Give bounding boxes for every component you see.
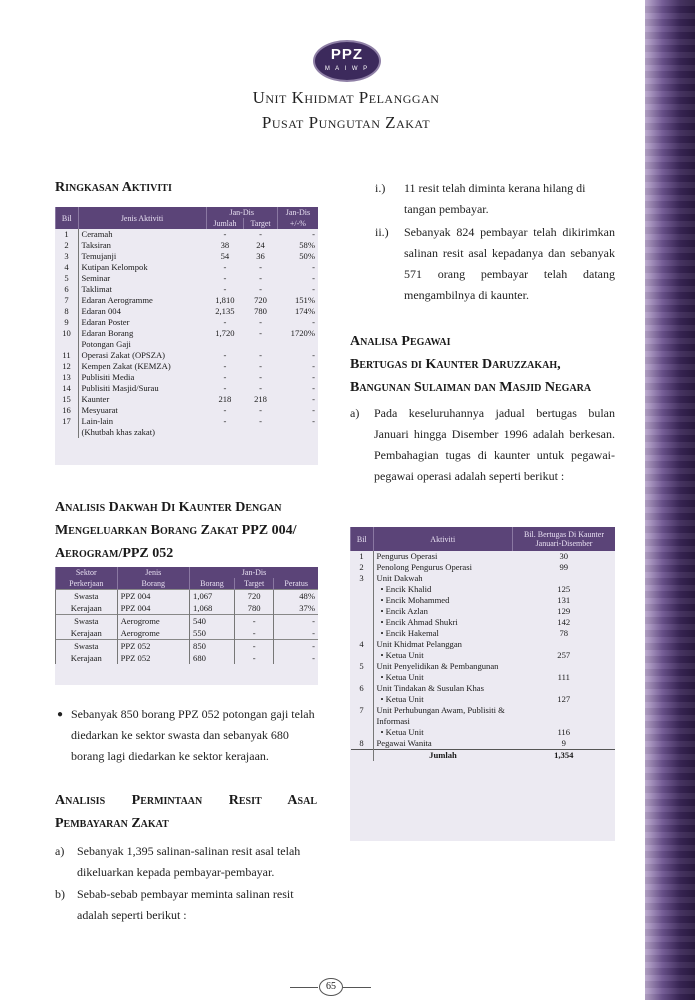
cell-bil: 3 [56, 251, 79, 262]
table-row [56, 627, 319, 640]
table-row [56, 317, 319, 328]
cell-bil: 10 [56, 328, 79, 339]
table-row [351, 672, 616, 683]
cell-bil [351, 727, 374, 738]
permintaan-heading-1: Analisis Permintaan Resit Asal [55, 793, 317, 808]
col-aktiviti: Aktiviti [373, 527, 513, 551]
pegawai-item-a: a) Pada keseluruhannya jadual bertugas bulan Januari hingga Disember 1996 adalah berkesan. Pembahagian tugas di kaunter untuk pegawai-pegawai operasi adalah seperti berikut : [350, 406, 615, 483]
table-row [56, 273, 319, 284]
col-borang: Borang [190, 578, 235, 590]
cell-value: 78 [559, 628, 569, 638]
cell-aktiviti [373, 617, 513, 628]
cell-value [513, 683, 616, 694]
cell-jumlah [206, 427, 244, 438]
total-label: Jumlah [373, 750, 513, 762]
cell-jumlah: - [223, 284, 227, 294]
col-jandis: Jan-Dis [190, 567, 318, 578]
cell-aktiviti-text: Encik Mohammed [385, 595, 450, 605]
cell-name: Taklimat [81, 284, 112, 294]
cell-name: Kutipan Kelompok [81, 262, 148, 272]
footer-line-left [290, 987, 318, 988]
cell-peratus: - [274, 627, 318, 640]
page-title-line1: Unit Khidmat Pelanggan [252, 88, 440, 107]
table-row [351, 584, 616, 595]
cell-target: - [259, 350, 262, 360]
cell-bil: 5 [351, 661, 374, 672]
cell-value: 116 [557, 727, 571, 737]
dakwah-heading-2: Mengeluarkan Borang Zakat PPZ 004/ [55, 523, 297, 538]
cell-aktiviti-text: Encik Azlan [385, 606, 428, 616]
cell-aktiviti-text: Pegawai Wanita [376, 738, 432, 748]
col-jandis2: Jan-Dis [277, 207, 318, 218]
pegawai-heading-1: Analisa Pegawai [350, 334, 451, 349]
footer-line-right [343, 987, 371, 988]
cell-pct: - [312, 372, 315, 382]
table-row [351, 683, 616, 694]
table-row [56, 427, 319, 438]
cell-aktiviti [373, 562, 513, 573]
cell-bil: 5 [56, 273, 79, 284]
pegawai-heading-3: Bangunan Sulaiman dan Masjid Negara [350, 380, 592, 395]
cell-target: - [259, 317, 262, 327]
cell-bil: 2 [56, 240, 79, 251]
cell-jumlah: 54 [220, 251, 230, 261]
table-row [56, 306, 319, 317]
bullet-icon: • [380, 617, 386, 627]
cell-aktiviti-text: Penolong Pengurus Operasi [376, 562, 472, 572]
cell-value: 30 [559, 551, 569, 561]
cell-bil [351, 584, 374, 595]
col-target: Target [244, 218, 278, 229]
bullet-icon: • [380, 584, 386, 594]
col-bil: Bil [56, 207, 79, 229]
cell-pct: 58% [299, 240, 315, 250]
cell-aktiviti-text: Ketua Unit [385, 727, 424, 737]
cell-target: 36 [256, 251, 265, 261]
cell-jumlah: - [223, 361, 227, 371]
bullet-icon: ● [57, 709, 64, 720]
cell-value [513, 705, 616, 727]
table-row [56, 394, 319, 405]
cell-name: Kempen Zakat (KEMZA) [81, 361, 171, 371]
cell-target: - [259, 328, 262, 338]
cell-target: 720 [254, 295, 267, 305]
cell-name: Seminar [81, 273, 111, 283]
cell-pct: 174% [294, 306, 315, 316]
cell-sektor: Swasta [56, 615, 118, 628]
cell-borang: 680 [190, 652, 235, 664]
cell-bil: 12 [56, 361, 79, 372]
cell-bil: 17 [56, 416, 79, 427]
cell-target: - [259, 284, 262, 294]
table-row [56, 251, 319, 262]
cell-aktiviti-text: Unit Penyelidikan & Pembangunan [376, 661, 499, 671]
table-row [351, 639, 616, 650]
cell-value [513, 661, 616, 672]
cell-aktiviti [373, 672, 513, 683]
table-row [56, 350, 319, 361]
cell-pct: 1720% [290, 328, 315, 338]
cell-aktiviti [373, 650, 513, 661]
pegawai-table [350, 527, 615, 841]
cell-name: Temujanji [81, 251, 117, 261]
table-row [56, 640, 319, 653]
table-row [56, 328, 319, 339]
bullet-icon: • [380, 672, 386, 682]
table-row [351, 606, 616, 617]
cell-name: Edaran 004 [81, 306, 121, 316]
cell-value: 99 [559, 562, 569, 572]
cell-value: 125 [557, 584, 571, 594]
cell-jumlah: 218 [218, 394, 232, 404]
col-bil: Bil [351, 527, 374, 551]
dakwah-heading-1: Analisis Dakwah Di Kaunter Dengan [55, 500, 282, 515]
cell-aktiviti-text: Unit Tindakan & Susulan Khas [376, 683, 484, 693]
cell-bil [56, 427, 79, 438]
cell-target: - [259, 361, 262, 371]
cell-aktiviti [373, 683, 513, 694]
cell-jumlah: - [223, 416, 227, 426]
table-row [56, 602, 319, 615]
cell-jenis: Aerogrome [117, 615, 189, 628]
cell-aktiviti [373, 595, 513, 606]
cell-name: Taksiran [81, 240, 111, 250]
cell-jumlah: - [223, 273, 227, 283]
cell-bil: 1 [56, 229, 79, 240]
cell-bil: 7 [56, 295, 79, 306]
cell-target: 780 [234, 602, 274, 615]
cell-sektor: Kerajaan [56, 652, 118, 664]
table-row [56, 339, 319, 350]
cell-peratus: - [274, 652, 318, 664]
page-number: 65 [319, 978, 343, 996]
cell-bil: 14 [56, 383, 79, 394]
cell-target: - [234, 615, 274, 628]
cell-target: 24 [256, 240, 265, 250]
cell-borang: 550 [190, 627, 235, 640]
table-row [351, 738, 616, 750]
cell-name: Publisiti Masjid/Surau [81, 383, 159, 393]
cell-target: 218 [254, 394, 267, 404]
cell-peratus: 37% [274, 602, 318, 615]
cell-pct: - [312, 317, 315, 327]
cell-aktiviti [373, 738, 513, 750]
table-row [56, 615, 319, 628]
cell-aktiviti [373, 727, 513, 738]
cell-pct: - [312, 229, 315, 239]
table-row [56, 262, 319, 273]
reason-item-ii: ii.) Sebanyak 824 pembayar telah dikirimkan salinan resit asal kepadanya dan sebanyak 571 orang pembayar telah datang mengambilnya di kaunter. [375, 225, 615, 302]
cell-target: 780 [254, 306, 267, 316]
col-jumlah: Jumlah [206, 218, 244, 229]
cell-aktiviti-text: Ketua Unit [385, 672, 424, 682]
cell-name: Mesyuarat [81, 405, 118, 415]
cell-jumlah: - [223, 405, 227, 415]
cell-name: Publisiti Media [81, 372, 135, 382]
table-row [56, 416, 319, 427]
cell-sektor: Swasta [56, 590, 118, 603]
cell-value: 142 [557, 617, 571, 627]
cell-bil: 9 [56, 317, 79, 328]
cell-target: - [234, 652, 274, 664]
page-title-line2: Pusat Pungutan Zakat [261, 113, 431, 132]
ppz-logo [313, 40, 381, 82]
cell-target [244, 427, 278, 438]
cell-aktiviti-text: Encik Khalid [385, 584, 432, 594]
cell-bil: 6 [351, 683, 374, 694]
cell-bil [351, 694, 374, 705]
cell-aktiviti-text: Encik Hakemal [385, 628, 439, 638]
cell-jumlah [206, 339, 244, 350]
cell-peratus: - [274, 640, 318, 653]
cell-aktiviti-text: Unit Dakwah [376, 573, 423, 583]
logo-text: PPZ [330, 46, 364, 63]
permintaan-heading-2: Pembayaran Zakat [55, 816, 169, 831]
cell-aktiviti-text: Pengurus Operasi [376, 551, 438, 561]
cell-pct: - [312, 350, 315, 360]
cell-name: Lain-lain [81, 416, 113, 426]
cell-borang: 850 [190, 640, 235, 653]
cell-jumlah: - [223, 372, 227, 382]
cell-aktiviti [373, 628, 513, 639]
bullet-icon: • [380, 606, 386, 616]
bullet-icon: • [380, 727, 386, 737]
cell-peratus: 48% [274, 590, 318, 603]
cell-pct: - [312, 383, 315, 393]
reason-item-i: i.) 11 resit telah diminta kerana hilang di tangan pembayar. [375, 181, 586, 216]
cell-jenis: PPZ 004 [117, 590, 189, 603]
ringkasan-heading: Ringkasan Aktiviti [55, 180, 172, 195]
cell-target: - [259, 273, 262, 283]
cell-value: 257 [557, 650, 571, 660]
permintaan-item-a: a) Sebanyak 1,395 salinan-salinan resit asal telah dikeluarkan kepada pembayar-pembayar. [55, 844, 301, 879]
cell-name: Potongan Gaji [81, 339, 131, 349]
cell-jumlah: 1,720 [215, 328, 235, 338]
bullet-icon: • [380, 595, 386, 605]
cell-target: - [259, 416, 262, 426]
cell-jumlah: - [223, 229, 227, 239]
cell-value: 131 [557, 595, 571, 605]
cell-bil: 2 [351, 562, 374, 573]
cell-pct [277, 427, 318, 438]
cell-aktiviti-text: Unit Khidmat Pelanggan [376, 639, 462, 649]
cell-target: - [259, 229, 262, 239]
cell-target: - [259, 262, 262, 272]
cell-target: - [234, 627, 274, 640]
cell-name: Edaran Borang [81, 328, 134, 338]
cell-aktiviti [373, 584, 513, 595]
cell-aktiviti [373, 705, 513, 727]
total-value: 1,354 [513, 750, 616, 762]
cell-jumlah: - [223, 350, 227, 360]
table-row [351, 727, 616, 738]
cell-aktiviti [373, 606, 513, 617]
cell-jenis: PPZ 004 [117, 602, 189, 615]
table-row [56, 652, 319, 664]
cell-jumlah: - [223, 383, 227, 393]
dakwah-bullet: ● Sebanyak 850 borang PPZ 052 potongan gaji telah diedarkan ke sektor swasta dan sebanyak 680 borang lagi diedarkan ke sektor kerajaan. [71, 704, 323, 767]
cell-pct: - [312, 273, 315, 283]
cell-bil [351, 750, 374, 762]
cell-borang: 1,068 [190, 602, 235, 615]
cell-jenis: Aerogrome [117, 627, 189, 640]
cell-target: - [259, 372, 262, 382]
cell-bil: 1 [351, 551, 374, 562]
col-sektor: Sektor [56, 567, 118, 578]
cell-bil: 4 [351, 639, 374, 650]
cell-aktiviti [373, 551, 513, 562]
cell-target: - [234, 640, 274, 653]
table-row [56, 372, 319, 383]
table-row [351, 573, 616, 584]
cell-borang: 540 [190, 615, 235, 628]
cell-pct: - [312, 416, 315, 426]
cell-aktiviti-text: Unit Perhubungan Awam, Publisiti & Informasi [376, 705, 505, 726]
table-row [56, 295, 319, 306]
table-row [56, 240, 319, 251]
cell-jumlah: 2,135 [215, 306, 235, 316]
cell-borang: 1,067 [190, 590, 235, 603]
cell-pct: - [312, 405, 315, 415]
bullet-icon: • [380, 650, 386, 660]
dakwah-heading-3: Aerogram/PPZ 052 [55, 546, 174, 561]
cell-bil [351, 595, 374, 606]
cell-bil [351, 672, 374, 683]
col-jandis: Jan-Dis [206, 207, 277, 218]
col-borang-type: Borang [117, 578, 189, 590]
table-row [351, 617, 616, 628]
cell-pct: 50% [299, 251, 315, 261]
cell-value [513, 573, 616, 584]
cell-aktiviti-text: Ketua Unit [385, 650, 424, 660]
table-row [351, 661, 616, 672]
ringkasan-table [55, 207, 318, 465]
cell-pct: - [312, 361, 315, 371]
table-row [56, 284, 319, 295]
cell-peratus: - [274, 615, 318, 628]
cell-bil [56, 339, 79, 350]
cell-bil: 13 [56, 372, 79, 383]
cell-jumlah: 38 [220, 240, 230, 250]
cell-jenis: PPZ 052 [117, 652, 189, 664]
cell-bil: 8 [351, 738, 374, 750]
table-row [56, 229, 319, 240]
cell-aktiviti [373, 639, 513, 650]
cell-pct: - [312, 262, 315, 272]
col-pct: +/-% [277, 218, 318, 229]
col-target: Target [234, 578, 274, 590]
cell-target: 720 [234, 590, 274, 603]
cell-aktiviti-text: Encik Ahmad Shukri [385, 617, 458, 627]
cell-aktiviti [373, 573, 513, 584]
table-row [351, 551, 616, 562]
col-jenis-borang: Jenis [117, 567, 189, 578]
cell-value: 9 [561, 738, 566, 748]
cell-pct: 151% [294, 295, 315, 305]
table-row [56, 405, 319, 416]
cell-name: (Khutbah khas zakat) [81, 427, 155, 437]
table-row [56, 383, 319, 394]
cell-bil: 6 [56, 284, 79, 295]
cell-bil: 8 [56, 306, 79, 317]
bullet-icon: • [380, 628, 386, 638]
col-bilangan: Bil. Bertugas Di Kaunter Januari-Disember [513, 527, 616, 551]
cell-aktiviti [373, 661, 513, 672]
cell-value: 111 [557, 672, 570, 682]
table-row [351, 562, 616, 573]
cell-aktiviti-text: Ketua Unit [385, 694, 424, 704]
permintaan-item-b: b) Sebab-sebab pembayar meminta salinan resit adalah seperti berikut : [55, 887, 294, 922]
cell-bil [351, 617, 374, 628]
cell-pct: - [312, 394, 315, 404]
table-row [56, 590, 319, 603]
total-row [351, 750, 616, 762]
cell-jumlah: - [223, 262, 227, 272]
cell-target: - [259, 405, 262, 415]
cell-jenis: PPZ 052 [117, 640, 189, 653]
table-row [351, 705, 616, 727]
cell-bil: 7 [351, 705, 374, 727]
cell-bil: 16 [56, 405, 79, 416]
cell-bil [351, 606, 374, 617]
cell-name: Edaran Poster [81, 317, 130, 327]
cell-name: Kaunter [81, 394, 110, 404]
cell-name: Operasi Zakat (OPSZA) [81, 350, 166, 360]
page-edge-decoration [645, 0, 695, 1000]
col-perkerjaan: Perkerjaan [56, 578, 118, 590]
cell-name: Edaran Aerogramme [81, 295, 153, 305]
cell-bil: 3 [351, 573, 374, 584]
cell-sektor: Kerajaan [56, 627, 118, 640]
col-jenis: Jenis Aktiviti [78, 207, 206, 229]
cell-value: 129 [557, 606, 571, 616]
cell-bil: 4 [56, 262, 79, 273]
cell-target [244, 339, 278, 350]
cell-value: 127 [557, 694, 571, 704]
cell-bil [351, 650, 374, 661]
cell-sektor: Kerajaan [56, 602, 118, 615]
table-row [351, 595, 616, 606]
cell-bil: 15 [56, 394, 79, 405]
table-row [351, 628, 616, 639]
cell-name: Ceramah [81, 229, 113, 239]
cell-pct: - [312, 284, 315, 294]
cell-bil: 11 [56, 350, 79, 361]
cell-pct [277, 339, 318, 350]
table-row [351, 694, 616, 705]
cell-bil [351, 628, 374, 639]
cell-target: - [259, 383, 262, 393]
dakwah-table [55, 567, 318, 685]
bullet-icon: • [380, 694, 386, 704]
cell-jumlah: - [223, 317, 227, 327]
col-peratus: Peratus [274, 578, 318, 590]
table-row [56, 361, 319, 372]
cell-jumlah: 1,810 [215, 295, 235, 305]
pegawai-heading-2: Bertugas di Kaunter Daruzzakah, [350, 357, 561, 372]
cell-sektor: Swasta [56, 640, 118, 653]
table-row [351, 650, 616, 661]
logo-subtext: M A I W P [324, 66, 370, 72]
cell-value [513, 639, 616, 650]
cell-aktiviti [373, 694, 513, 705]
